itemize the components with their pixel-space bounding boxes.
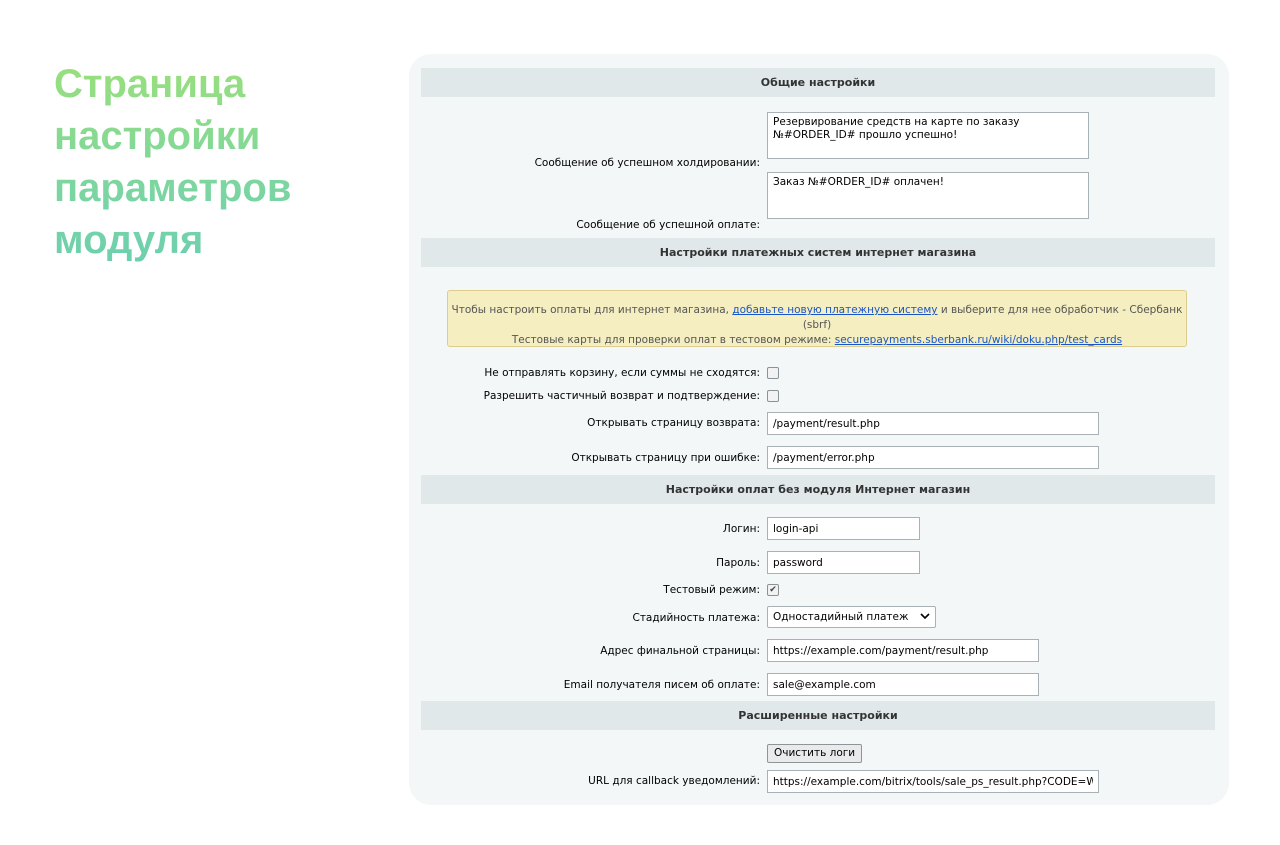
section-no-module-header: Настройки оплат без модуля Интернет магазин bbox=[421, 475, 1215, 504]
final-page-input[interactable] bbox=[767, 639, 1039, 662]
hold-message-textarea[interactable] bbox=[767, 112, 1089, 159]
paid-message-textarea[interactable] bbox=[767, 172, 1089, 219]
return-page-label: Открывать страницу возврата: bbox=[587, 417, 760, 429]
notice-text: и выберите для нее обработчик - Сбербанк (sbrf) bbox=[802, 304, 1183, 331]
chevron-down-icon bbox=[920, 611, 930, 623]
test-mode-checkbox[interactable] bbox=[767, 584, 779, 596]
partial-refund-checkbox[interactable] bbox=[767, 390, 779, 402]
notice-line-1 bbox=[448, 303, 1186, 333]
payment-stage-select[interactable] bbox=[767, 606, 936, 628]
checkmark-icon: ✔ bbox=[769, 585, 777, 595]
no-cart-label: Не отправлять корзину, если суммы не сходятся: bbox=[484, 367, 760, 379]
login-label: Логин: bbox=[722, 523, 760, 535]
test-cards-link[interactable]: securepayments.sberbank.ru/wiki/doku.php/test_cards bbox=[834, 334, 1123, 346]
error-page-label: Открывать страницу при ошибке: bbox=[571, 452, 760, 464]
section-payment-systems-header: Настройки платежных систем интернет магазина bbox=[421, 238, 1215, 267]
page-heading bbox=[54, 58, 384, 266]
clear-logs-button[interactable]: Очистить логи bbox=[767, 744, 862, 763]
password-label: Пароль: bbox=[716, 557, 760, 569]
no-cart-checkbox[interactable] bbox=[767, 367, 779, 379]
section-advanced-header: Расширенные настройки bbox=[421, 701, 1215, 730]
return-page-input[interactable] bbox=[767, 412, 1099, 435]
partial-refund-label: Разрешить частичный возврат и подтверждение: bbox=[483, 390, 760, 402]
heading-line: настройки bbox=[54, 114, 261, 158]
error-page-input[interactable] bbox=[767, 446, 1099, 469]
email-input[interactable] bbox=[767, 673, 1039, 696]
section-general-header: Общие настройки bbox=[421, 68, 1215, 97]
hold-message-label: Сообщение об успешном холдировании: bbox=[534, 157, 760, 169]
notice-text: Чтобы настроить оплаты для интернет магазина, bbox=[451, 304, 733, 316]
final-page-label: Адрес финальной страницы: bbox=[600, 645, 760, 657]
callback-url-input[interactable] bbox=[767, 770, 1099, 793]
login-input[interactable] bbox=[767, 517, 920, 540]
notice-line-2 bbox=[448, 333, 1186, 348]
test-mode-label: Тестовый режим: bbox=[663, 584, 760, 596]
notice-text: Тестовые карты для проверки оплат в тестовом режиме: bbox=[511, 334, 835, 346]
password-input[interactable] bbox=[767, 551, 920, 574]
heading-line: параметров bbox=[54, 166, 292, 210]
paid-message-label: Сообщение об успешной оплате: bbox=[576, 219, 760, 231]
callback-url-label: URL для callback уведомлений: bbox=[588, 775, 760, 787]
heading-line: модуля bbox=[54, 218, 204, 262]
payment-stage-value: Одностадийный платеж bbox=[773, 611, 909, 623]
email-label: Email получателя писем об оплате: bbox=[563, 679, 760, 691]
payment-stage-label: Стадийность платежа: bbox=[632, 612, 760, 624]
heading-line: Страница bbox=[54, 62, 246, 106]
settings-form bbox=[421, 68, 1215, 810]
add-payment-system-link[interactable]: добавьте новую платежную систему bbox=[732, 304, 938, 316]
info-notice bbox=[447, 290, 1187, 347]
